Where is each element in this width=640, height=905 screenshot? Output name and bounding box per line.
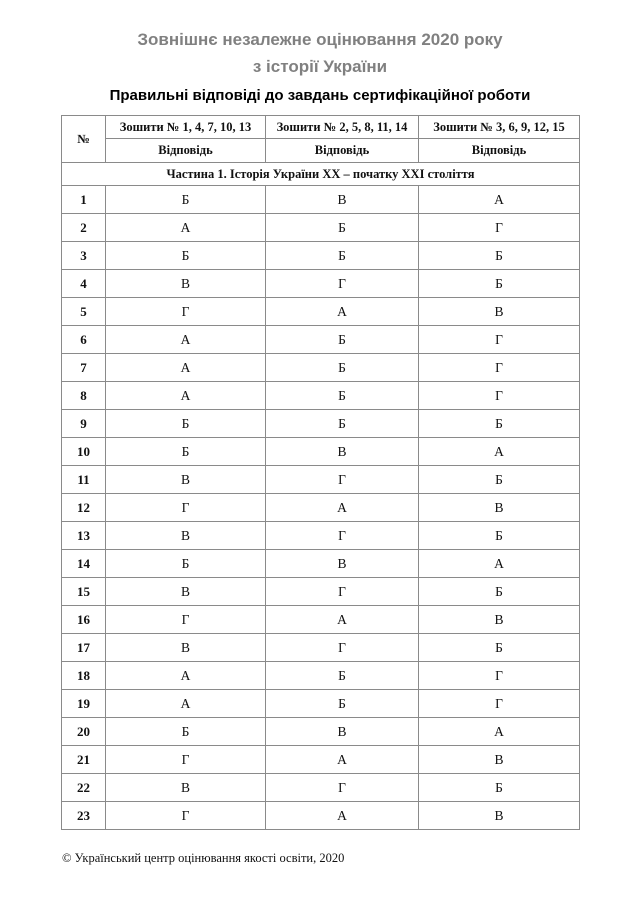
answers-table [61,115,580,830]
answer-cell-notebook-group-1: Г [106,746,266,774]
question-number: 16 [62,606,106,634]
question-number: 2 [62,214,106,242]
answer-cell-notebook-group-2: А [266,606,419,634]
question-number: 13 [62,522,106,550]
question-number: 8 [62,382,106,410]
answer-cell-notebook-group-1: Б [106,438,266,466]
table-row [62,298,580,326]
table-row [62,494,580,522]
answer-cell-notebook-group-3: Г [419,354,580,382]
answer-cell-notebook-group-1: В [106,634,266,662]
answer-cell-notebook-group-1: Г [106,606,266,634]
table-header-row-answer [62,139,580,163]
answer-cell-notebook-group-1: Б [106,550,266,578]
table-row [62,746,580,774]
answer-cell-notebook-group-3: А [419,718,580,746]
answer-cell-notebook-group-2: Б [266,214,419,242]
table-row [62,802,580,830]
answer-cell-notebook-group-3: В [419,606,580,634]
answer-cell-notebook-group-2: Б [266,242,419,270]
answer-cell-notebook-group-3: Г [419,214,580,242]
answer-cell-notebook-group-3: Б [419,578,580,606]
answer-cell-notebook-group-1: В [106,578,266,606]
answer-cell-notebook-group-1: В [106,270,266,298]
answer-cell-notebook-group-2: А [266,298,419,326]
answer-cell-notebook-group-3: Б [419,774,580,802]
table-row [62,242,580,270]
question-number: 5 [62,298,106,326]
answer-cell-notebook-group-3: Б [419,634,580,662]
answer-cell-notebook-group-1: Б [106,718,266,746]
question-number: 4 [62,270,106,298]
table-row [62,382,580,410]
document-subtitle: Правильні відповіді до завдань сертифікаційної роботи [109,87,531,104]
question-number: 12 [62,494,106,522]
question-number: 10 [62,438,106,466]
answer-cell-notebook-group-2: В [266,186,419,214]
answer-cell-notebook-group-2: Г [266,578,419,606]
answer-cell-notebook-group-1: А [106,690,266,718]
table-row [62,550,580,578]
answer-cell-notebook-group-1: А [106,326,266,354]
document-title-line2: з історії України [252,57,388,76]
answer-cell-notebook-group-2: А [266,494,419,522]
answer-cell-notebook-group-3: Г [419,690,580,718]
question-number: 1 [62,186,106,214]
answer-cell-notebook-group-3: А [419,550,580,578]
question-number: 11 [62,466,106,494]
answer-cell-notebook-group-2: А [266,802,419,830]
answer-cell-notebook-group-2: А [266,746,419,774]
column-header-number: № [62,116,106,163]
answer-cell-notebook-group-1: В [106,466,266,494]
answer-cell-notebook-group-3: А [419,186,580,214]
table-header-row-notebooks [62,116,580,139]
answer-cell-notebook-group-1: Г [106,802,266,830]
answer-cell-notebook-group-3: В [419,494,580,522]
answer-cell-notebook-group-1: А [106,662,266,690]
answer-cell-notebook-group-2: Б [266,326,419,354]
section-row [62,163,580,186]
question-number: 17 [62,634,106,662]
column-header-answer-2: Відповідь [266,139,419,163]
answer-cell-notebook-group-2: Г [266,634,419,662]
question-number: 9 [62,410,106,438]
answer-cell-notebook-group-3: А [419,438,580,466]
column-header-answer-1: Відповідь [106,139,266,163]
table-row [62,270,580,298]
table-row [62,774,580,802]
answer-cell-notebook-group-1: Г [106,298,266,326]
answer-cell-notebook-group-1: Б [106,186,266,214]
table-row [62,186,580,214]
column-header-answer-3: Відповідь [419,139,580,163]
table-row [62,410,580,438]
answer-cell-notebook-group-2: Б [266,662,419,690]
answer-cell-notebook-group-1: В [106,774,266,802]
answer-cell-notebook-group-3: В [419,298,580,326]
answer-cell-notebook-group-1: Б [106,410,266,438]
answer-cell-notebook-group-3: В [419,746,580,774]
table-row [62,606,580,634]
question-number: 6 [62,326,106,354]
answer-cell-notebook-group-1: В [106,522,266,550]
answer-cell-notebook-group-2: Б [266,382,419,410]
table-row [62,326,580,354]
column-header-notebooks-2: Зошити № 2, 5, 8, 11, 14 [266,116,419,139]
question-number: 23 [62,802,106,830]
table-row [62,522,580,550]
table-row [62,578,580,606]
answer-cell-notebook-group-3: Г [419,326,580,354]
table-row [62,662,580,690]
column-header-notebooks-3: Зошити № 3, 6, 9, 12, 15 [419,116,580,139]
answer-cell-notebook-group-1: А [106,382,266,410]
answer-cell-notebook-group-2: Б [266,690,419,718]
question-number: 18 [62,662,106,690]
table-row [62,634,580,662]
question-number: 7 [62,354,106,382]
column-header-notebooks-1: Зошити № 1, 4, 7, 10, 13 [106,116,266,139]
answer-cell-notebook-group-3: Б [419,242,580,270]
answer-cell-notebook-group-2: Г [266,522,419,550]
answer-cell-notebook-group-3: Б [419,270,580,298]
answer-cell-notebook-group-3: Б [419,522,580,550]
answer-cell-notebook-group-2: Г [266,270,419,298]
table-row [62,718,580,746]
question-number: 19 [62,690,106,718]
answer-cell-notebook-group-3: Г [419,662,580,690]
question-number: 22 [62,774,106,802]
answer-cell-notebook-group-2: Б [266,410,419,438]
section-title: Частина 1. Історія України ХХ – початку ХХІ століття [62,163,580,186]
table-row [62,466,580,494]
answer-cell-notebook-group-1: Б [106,242,266,270]
table-row [62,354,580,382]
table-row [62,438,580,466]
question-number: 15 [62,578,106,606]
answer-cell-notebook-group-2: Б [266,354,419,382]
table-row [62,690,580,718]
answer-cell-notebook-group-3: Б [419,410,580,438]
answer-cell-notebook-group-2: В [266,718,419,746]
answer-cell-notebook-group-3: Г [419,382,580,410]
question-number: 21 [62,746,106,774]
copyright-footer: © Український центр оцінювання якості освіти, 2020 [62,851,345,865]
answer-cell-notebook-group-2: В [266,550,419,578]
question-number: 3 [62,242,106,270]
answer-cell-notebook-group-1: А [106,214,266,242]
answer-cell-notebook-group-2: Г [266,774,419,802]
answer-cell-notebook-group-1: А [106,354,266,382]
table-row [62,214,580,242]
answer-cell-notebook-group-2: В [266,438,419,466]
answer-cell-notebook-group-2: Г [266,466,419,494]
document-title-line1: Зовнішнє незалежне оцінювання 2020 року [137,30,503,49]
answer-cell-notebook-group-3: В [419,802,580,830]
answer-cell-notebook-group-1: Г [106,494,266,522]
question-number: 20 [62,718,106,746]
question-number: 14 [62,550,106,578]
answer-cell-notebook-group-3: Б [419,466,580,494]
